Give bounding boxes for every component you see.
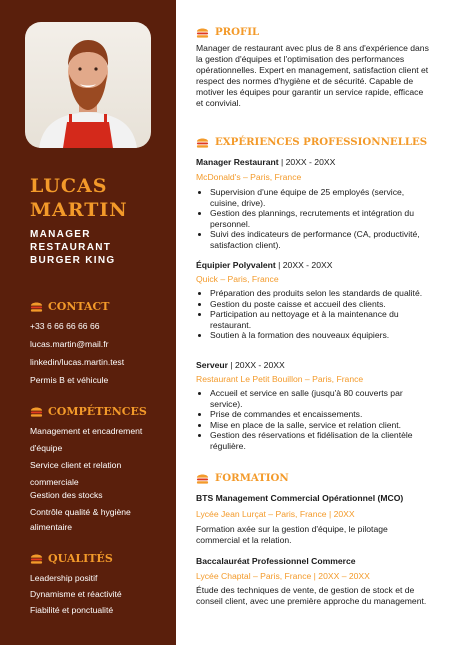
- education-text: Formation axée sur la gestion d'équipe, le pilotage commercial et la relation.: [196, 524, 388, 545]
- profil-heading: [196, 24, 259, 40]
- competence-line: Management et encadrement: [30, 426, 143, 436]
- job-title-line: RESTAURANT: [30, 242, 112, 253]
- contact-title: CONTACT: [48, 299, 110, 313]
- education-school: Lycée Jean Lurçat – Paris, France | 20XX: [196, 509, 355, 519]
- profil-title: PROFIL: [215, 26, 260, 38]
- job-bullets: [196, 187, 430, 250]
- competence-line: d'équipe: [30, 443, 63, 453]
- qualite-item: Dynamisme et réactivité: [30, 589, 122, 599]
- job-bullet: • Accueil et service en salle (jusqu'à 80 couverts par service).: [210, 388, 430, 409]
- competence-line: alimentaire: [30, 522, 73, 532]
- education-school: Lycée Chaptal – Paris, France | 20XX – 20XX: [196, 571, 370, 581]
- education-text: Étude des techniques de vente, de gestion de stock et de conseil client, avec une première approche du management.: [196, 585, 427, 606]
- competences-title: COMPÉTENCES: [48, 404, 147, 418]
- qualites-heading: [30, 549, 113, 567]
- first-name: LUCAS: [30, 175, 108, 197]
- job-bullet: • Gestion du poste caisse et accueil des clients.: [210, 299, 430, 310]
- qualite-item: Fiabilité et ponctualité: [30, 605, 114, 615]
- competence-line: Service client et relation: [30, 460, 122, 470]
- job-dates: | 20XX - 20XX: [278, 157, 336, 167]
- job-role: Manager Restaurant: [196, 157, 279, 167]
- burger-icon: [30, 300, 43, 313]
- competence-line: Gestion des stocks: [30, 490, 103, 500]
- job-bullet: • Gestion des plannings, recrutements et intégration du personnel.: [210, 208, 430, 229]
- job-dates: | 20XX - 20XX: [228, 360, 285, 370]
- contact-heading: [30, 297, 109, 315]
- competences-heading: [30, 402, 147, 420]
- burger-icon: [196, 26, 209, 39]
- job-bullet: • Préparation des produits selon les standards de qualité.: [210, 288, 430, 299]
- profile-photo: [25, 22, 151, 148]
- job-bullet: • Participation au nettoyage et à la maintenance du restaurant.: [210, 309, 430, 330]
- formation-heading: [196, 470, 289, 486]
- job-bullet: • Soutien à la formation des nouveaux équipiers.: [210, 330, 430, 341]
- education-degree: BTS Management Commercial Opérationnel (MCO): [196, 493, 404, 503]
- burger-icon: [196, 472, 209, 485]
- job-bullet: • Mise en place de la salle, service et relation client.: [210, 420, 430, 431]
- job-header: [196, 157, 432, 168]
- job-bullet: • Prise de commandes et encaissements.: [210, 409, 430, 420]
- job-role: Serveur: [196, 360, 229, 370]
- job-bullet: • Supervision d'une équipe de 25 employés (service, cuisine, drive).: [210, 187, 430, 208]
- qualites-title: QUALITÉS: [48, 551, 113, 565]
- job-company: Restaurant Le Petit Bouillon – Paris, France: [196, 374, 364, 384]
- last-name: MARTIN: [30, 199, 128, 221]
- job-company: Quick – Paris, France: [196, 274, 279, 284]
- job-company: McDonald's – Paris, France: [196, 172, 302, 182]
- burger-icon: [196, 136, 209, 149]
- experiences-title: EXPÉRIENCES PROFESSIONNELLES: [215, 136, 428, 148]
- job-bullets: [196, 388, 430, 451]
- contact-linkedin: linkedin/lucas.martin.test: [30, 357, 125, 367]
- contact-license: Permis B et véhicule: [30, 375, 109, 385]
- contact-phone: +33 6 66 66 66 66: [30, 321, 100, 331]
- job-bullets: [196, 288, 430, 341]
- contact-email: lucas.martin@mail.fr: [30, 339, 109, 349]
- job-role: Équipier Polyvalent: [196, 260, 276, 270]
- job-header: [196, 360, 432, 371]
- job-header: [196, 260, 432, 271]
- job-title-line: BURGER KING: [30, 255, 116, 266]
- competence-line: Contrôle qualité & hygiène: [30, 507, 131, 517]
- education-degree: Baccalauréat Professionnel Commerce: [196, 556, 356, 566]
- job-bullet: • Gestion des réservations et fidélisation de la clientèle régulière.: [210, 430, 430, 451]
- burger-icon: [30, 405, 43, 418]
- experiences-heading: [196, 134, 427, 150]
- job-bullet: • Suivi des indicateurs de performance (CA, productivité, satisfaction client).: [210, 229, 430, 250]
- profil-text: Manager de restaurant avec plus de 8 ans d'expérience dans la gestion d'équipes et l'optimisation des performances opérationnelles. Expert en management, satisfaction client et respect des normes d'hygiène et de sécurité. Capable de motiver les équipes pour garantir un service rapide, efficace et convivial.: [196, 43, 429, 108]
- job-dates: | 20XX - 20XX: [275, 260, 333, 270]
- burger-icon: [30, 552, 43, 565]
- job-title-line: MANAGER: [30, 229, 91, 240]
- qualite-item: Leadership positif: [30, 573, 98, 583]
- competence-line: commerciale: [30, 477, 79, 487]
- formation-title: FORMATION: [215, 472, 289, 484]
